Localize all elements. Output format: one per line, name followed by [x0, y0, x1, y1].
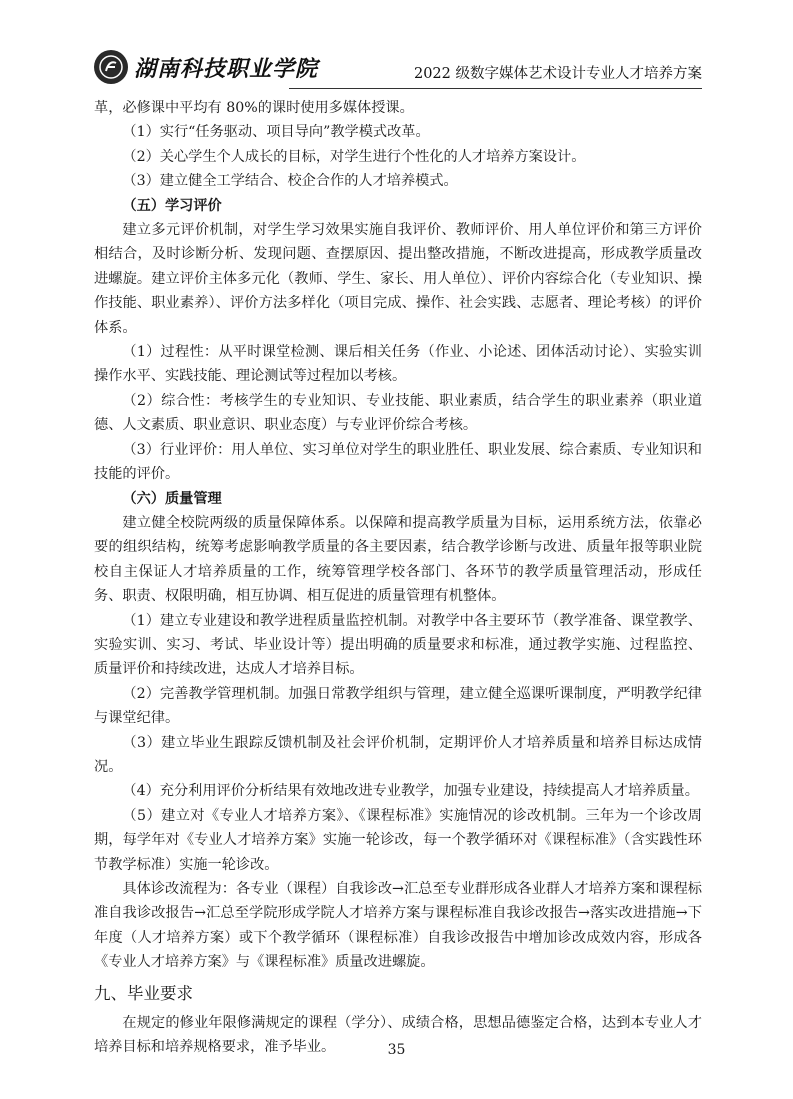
list-item: （1）过程性：从平时课堂检测、课后相关任务（作业、小论述、团体活动讨论）、实验实训操作水平、实践技能、理论测试等过程加以考核。	[94, 344, 702, 385]
school-logo	[94, 50, 318, 84]
paragraph: 在规定的修业年限修满规定的课程（学分）、成绩合格，思想品德鉴定合格，达到本专业人才培养目标和培养规格要求，准予毕业。	[94, 1014, 702, 1056]
list-item: （5）建立对《专业人才培养方案》、《课程标准》实施情况的诊改机制。三年为一个诊改周期，每学年对《专业人才培养方案》实施一轮诊改，每一个教学循环对《课程标准》（含实践性环节教学标准）实施一轮诊改。	[94, 807, 702, 873]
list-item: （3）建立毕业生跟踪反馈机制及社会评价机制，定期评价人才培养质量和培养目标达成情况。	[94, 734, 702, 775]
page-number: 35	[387, 1042, 406, 1058]
paragraph: 建立多元评价机制，对学生学习效果实施自我评价、教师评价、用人单位评价和第三方评价相结合，及时诊断分析、发现问题、查摆原因、提出整改措施，不断改进提高，形成教学质量改进螺旋。建立评价主体多元化（教师、学生、家长、用人单位）、评价内容综合化（专业知识、操作技能、职业素养）、评价方法多样化（项目完成、操作、社会实践、志愿者、理论考核）的评价体系。	[94, 222, 702, 336]
list-item: （1）建立专业建设和教学进程质量监控机制。对教学中各主要环节（教学准备、课堂教学、实验实训、实习、考试、毕业设计等）提出明确的质量要求和标准，通过教学实施、过程监控、质量评价和持续改进，达成人才培养目标。	[94, 612, 702, 678]
list-item: （4）充分利用评价分析结果有效地改进专业教学，加强专业建设，持续提高人才培养质量。	[122, 783, 699, 800]
header-divider	[289, 88, 702, 89]
school-seal-icon	[94, 50, 128, 84]
document-title: 2022 级数字媒体艺术设计专业人才培养方案	[413, 66, 702, 82]
page-header	[94, 50, 702, 90]
school-name: 湖南科技职业学院	[134, 55, 319, 82]
paragraph: 具体诊改流程为：各专业（课程）自我诊改→汇总至专业群形成各业群人才培养方案和课程标准自我诊改报告→汇总至学院形成学院人才培养方案与课程标准自我诊改报告→落实改进措施→下年度（人才培养方案）或下个教学循环（课程标准）自我诊改报告中增加诊改成效内容，形成各《专业人才培养方案》与《课程标准》质量改进螺旋。	[94, 881, 702, 971]
paragraph: 建立健全校院两级的质量保障体系。以保障和提高教学质量为目标，运用系统方法，依靠必要的组织结构，统筹考虑影响教学质量的各主要因素，结合教学诊断与改进、质量年报等职业院校自主保证人才培养质量的工作，统筹管理学校各部门、各环节的教学质量管理活动，形成任务、职责、权限明确，相互协调、相互促进的质量管理有机整体。	[94, 514, 702, 605]
subheading-quality-management: （六）质量管理	[122, 490, 222, 507]
list-item: （3）建立健全工学结合、校企合作的人才培养模式。	[122, 173, 458, 190]
list-item: （2）完善教学管理机制。加强日常教学组织与管理，建立健全巡课听课制度，严明教学纪律与课堂纪律。	[94, 685, 702, 727]
list-item: （2）综合性：考核学生的专业知识、专业技能、职业素质，结合学生的职业素养（职业道德、人文素质、职业意识、职业态度）与专业评价综合考核。	[94, 392, 702, 434]
section-heading-graduation: 九、毕业要求	[94, 983, 193, 1003]
list-item: （1）实行“任务驱动、项目导向”教学模式改革。	[122, 124, 430, 141]
subheading-learning-evaluation: （五）学习评价	[122, 197, 222, 214]
page-body	[94, 96, 702, 1059]
paragraph: 革，必修课中平均有 80%的课时使用多媒体授课。	[94, 100, 414, 116]
list-item: （2）关心学生个人成长的目标，对学生进行个性化的人才培养方案设计。	[122, 148, 586, 165]
list-item: （3）行业评价：用人单位、实习单位对学生的职业胜任、职业发展、综合素质、专业知识和技能的评价。	[94, 441, 702, 483]
